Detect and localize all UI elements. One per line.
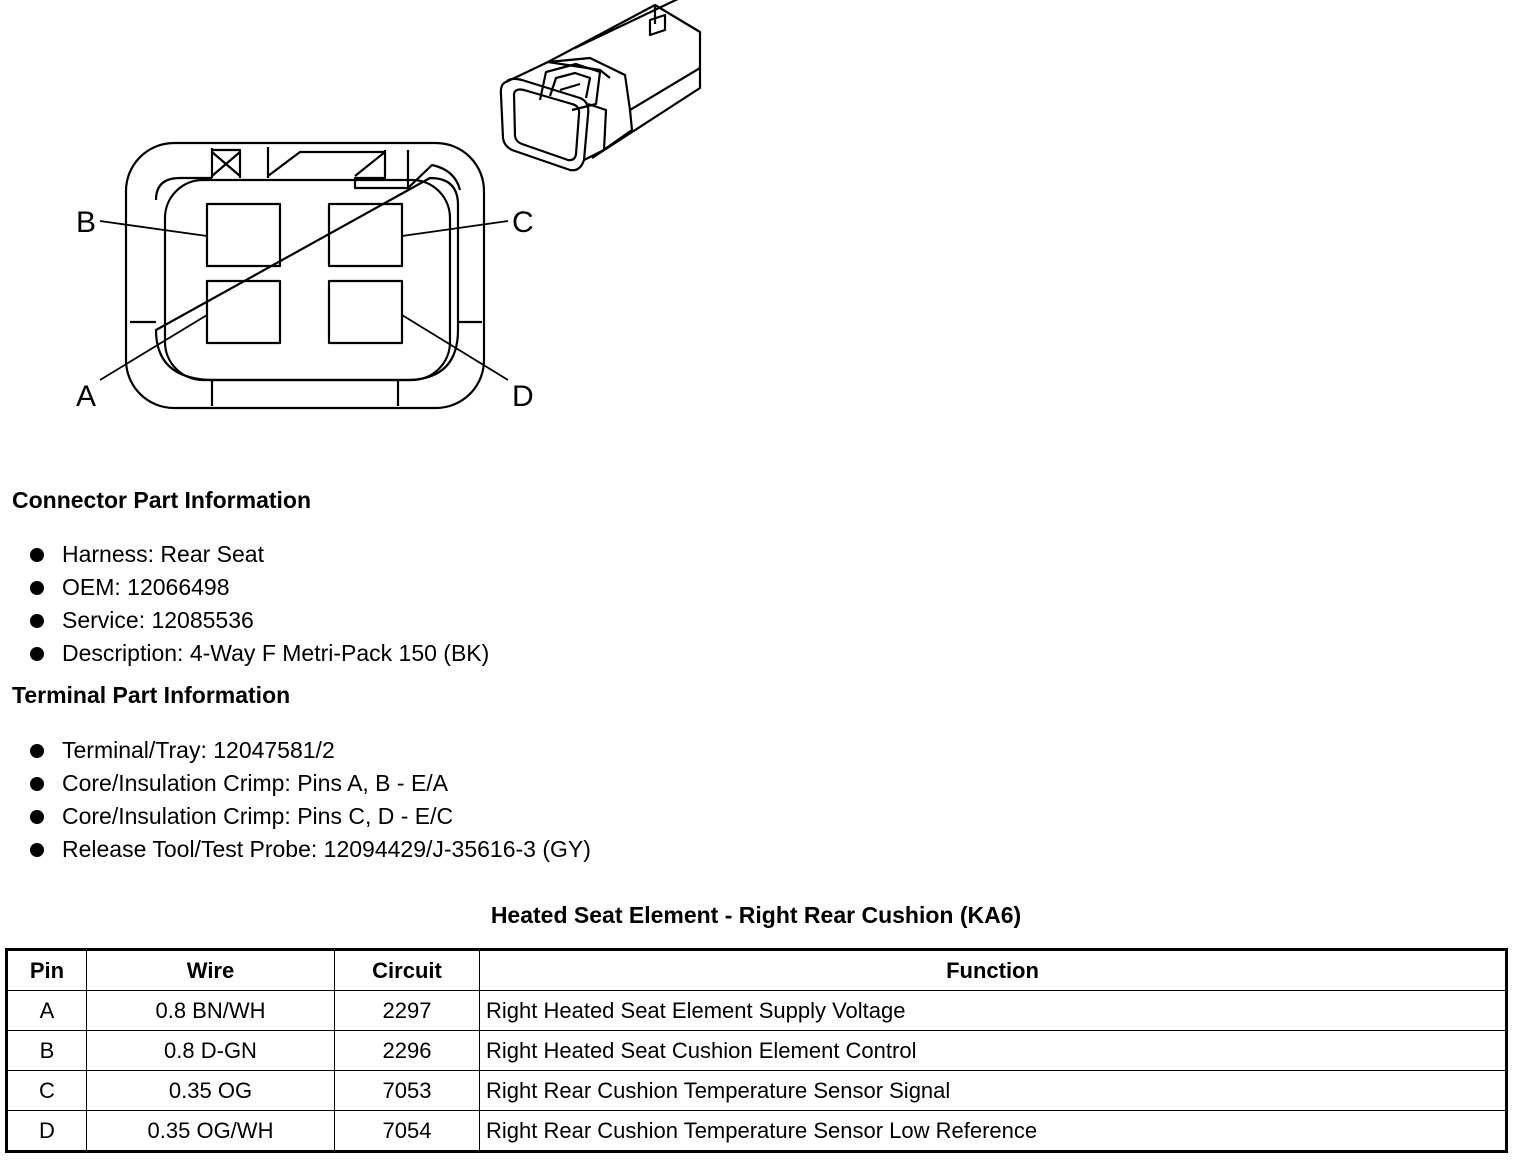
cell-pin: C bbox=[7, 1071, 87, 1111]
bullet-icon bbox=[30, 548, 44, 562]
table-row bbox=[7, 1071, 1507, 1111]
list-item-text: Terminal/Tray: 12047581/2 bbox=[62, 737, 335, 763]
list-item bbox=[28, 538, 489, 571]
list-item bbox=[28, 767, 591, 800]
header-function: Function bbox=[480, 950, 1507, 991]
table-header-row bbox=[7, 950, 1507, 991]
connector-diagram bbox=[0, 0, 760, 430]
cell-wire: 0.35 OG bbox=[87, 1071, 335, 1111]
cell-pin: D bbox=[7, 1111, 87, 1152]
pin-label-a: A bbox=[76, 380, 97, 413]
connector-info-list bbox=[28, 538, 489, 670]
connector-info-title: Connector Part Information bbox=[12, 487, 312, 513]
pin-label-b: B bbox=[76, 206, 97, 239]
table-row bbox=[7, 1111, 1507, 1152]
pinout-table bbox=[5, 948, 1508, 1153]
cell-function: Right Heated Seat Element Supply Voltage bbox=[480, 991, 1507, 1031]
bullet-icon bbox=[30, 810, 44, 824]
bullet-icon bbox=[30, 647, 44, 661]
cavity-a bbox=[207, 281, 280, 343]
cell-circuit: 2297 bbox=[335, 991, 480, 1031]
cell-circuit: 2296 bbox=[335, 1031, 480, 1071]
bullet-icon bbox=[30, 777, 44, 791]
header-circuit: Circuit bbox=[335, 950, 480, 991]
list-item bbox=[28, 571, 489, 604]
bullet-icon bbox=[30, 744, 44, 758]
list-item-text: OEM: 12066498 bbox=[62, 574, 230, 600]
list-item-text: Description: 4-Way F Metri-Pack 150 (BK) bbox=[62, 640, 490, 666]
list-item bbox=[28, 637, 489, 670]
cavity-d bbox=[329, 281, 402, 343]
cell-wire: 0.35 OG/WH bbox=[87, 1111, 335, 1152]
cavity-b bbox=[207, 204, 280, 266]
bullet-icon bbox=[30, 614, 44, 628]
connector-3d-icon bbox=[501, 0, 700, 170]
cell-circuit: 7053 bbox=[335, 1071, 480, 1111]
table-row bbox=[7, 991, 1507, 1031]
list-item-text: Release Tool/Test Probe: 12094429/J-35616-3 (GY) bbox=[62, 836, 591, 862]
cell-circuit: 7054 bbox=[335, 1111, 480, 1152]
table-row bbox=[7, 1031, 1507, 1071]
connector-face bbox=[126, 143, 484, 408]
list-item bbox=[28, 604, 489, 637]
list-item-text: Harness: Rear Seat bbox=[62, 541, 264, 567]
list-item bbox=[28, 833, 591, 866]
list-item-text: Core/Insulation Crimp: Pins C, D - E/C bbox=[62, 803, 454, 829]
header-wire: Wire bbox=[87, 950, 335, 991]
cell-wire: 0.8 BN/WH bbox=[87, 991, 335, 1031]
bullet-icon bbox=[30, 843, 44, 857]
cell-function: Right Heated Seat Cushion Element Control bbox=[480, 1031, 1507, 1071]
cell-pin: B bbox=[7, 1031, 87, 1071]
cell-function: Right Rear Cushion Temperature Sensor Signal bbox=[480, 1071, 1507, 1111]
list-item bbox=[28, 734, 591, 767]
terminal-info-list bbox=[28, 734, 591, 866]
pin-label-c: C bbox=[512, 206, 534, 239]
list-item-text: Core/Insulation Crimp: Pins A, B - E/A bbox=[62, 770, 449, 796]
cell-wire: 0.8 D-GN bbox=[87, 1031, 335, 1071]
bullet-icon bbox=[30, 581, 44, 595]
header-pin: Pin bbox=[7, 950, 87, 991]
pin-label-d: D bbox=[512, 380, 534, 413]
cell-function: Right Rear Cushion Temperature Sensor Low Reference bbox=[480, 1111, 1507, 1152]
terminal-info-title: Terminal Part Information bbox=[12, 682, 291, 708]
cell-pin: A bbox=[7, 991, 87, 1031]
list-item bbox=[28, 800, 591, 833]
table-title: Heated Seat Element - Right Rear Cushion (KA6) bbox=[490, 902, 1022, 928]
list-item-text: Service: 12085536 bbox=[62, 607, 254, 633]
